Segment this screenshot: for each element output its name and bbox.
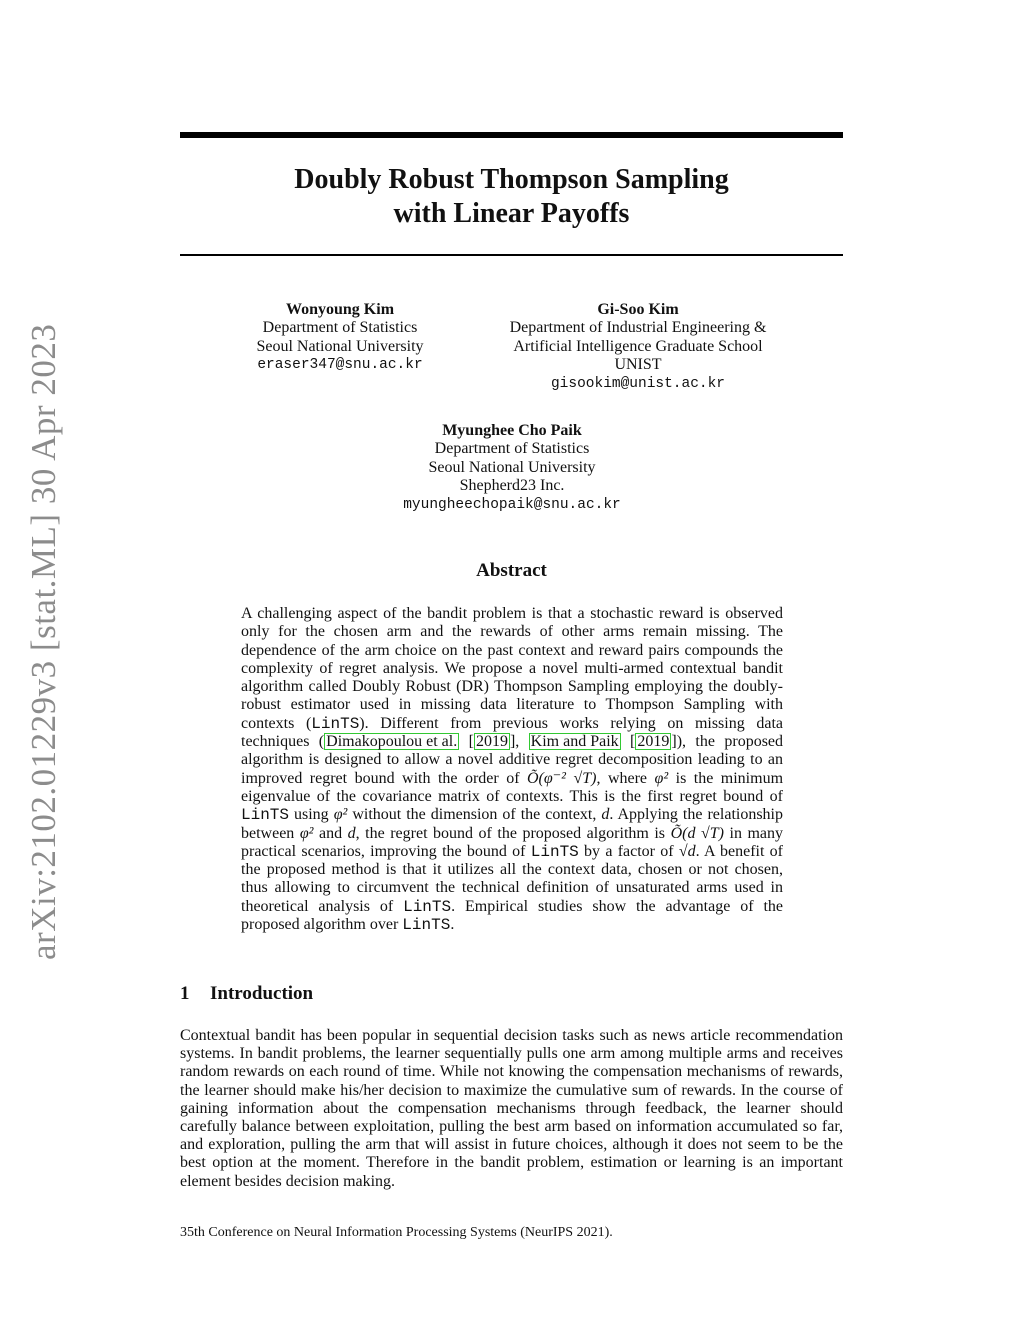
abstract-text: . Applying the relationship between bbox=[241, 806, 784, 842]
author-email[interactable]: eraser347@snu.ac.kr bbox=[257, 357, 423, 374]
author-affiliation: Seoul National University bbox=[428, 458, 596, 476]
conference-footnote: 35th Conference on Neural Information Processing Systems (NeurIPS 2021). bbox=[180, 1225, 613, 1240]
author-name: Myunghee Cho Paik bbox=[442, 422, 582, 439]
math-d: d bbox=[601, 806, 610, 824]
abstract-text: without the dimension of the context, bbox=[347, 806, 602, 824]
title-top-rule bbox=[180, 132, 843, 138]
abstract-text: . A benefit of the proposed method is that it utilizes all the context data, chosen or not chosen, thus allowing to circumvent the technical definition of unsaturated arms used in theoretical analysis of bbox=[241, 842, 784, 915]
citation-separator: , bbox=[515, 733, 529, 751]
arxiv-stamp: arXiv:2102.01229v3 [stat.ML] 30 Apr 2023 bbox=[24, 323, 63, 960]
author-affiliation: Department of Industrial Engineering & bbox=[509, 319, 767, 337]
paper-title bbox=[180, 163, 843, 231]
code-lints: LinTS bbox=[530, 842, 579, 861]
abstract-text: . Empirical studies show the advantage of the proposed algorithm over bbox=[241, 897, 783, 934]
citation-link-dimakopoulou[interactable]: Dimakopoulou et al. bbox=[326, 733, 458, 751]
abstract-text: ). Different from previous works relying on missing data techniques ( bbox=[241, 714, 783, 751]
section-heading-introduction bbox=[180, 983, 313, 1005]
introduction-paragraph: Contextual bandit has been popular in sequential decision tasks such as news article recommendation systems. In bandit problems, the learner sequentially pulls one arm among multiple arms and receives random rewards on each round of time. While not knowing the compensation mechanisms of rewards, the learner should make his/her decision to maximize the cumulative sum of rewards. In the course of gaining information about the compensation mechanisms through feedback, the learner should carefully balance between exploitation, pulling the best arm based on information accumulated so far, and exploration, pulling the arm that will assist in future choices, although it does not seem to be the best option at the moment. Therefore in the bandit problem, estimation or learning is an important element besides decision making. bbox=[180, 1027, 843, 1190]
code-lints: LinTS bbox=[402, 916, 451, 935]
section-number: 1 bbox=[180, 983, 190, 1004]
math-regret-bound: Õ(φ⁻² √T) bbox=[527, 769, 597, 787]
abstract-text: and bbox=[313, 824, 348, 842]
abstract-heading: Abstract bbox=[476, 560, 547, 581]
author-block-kim-gisoo bbox=[488, 301, 788, 393]
abstract-text: , the regret bound of the proposed algorithm is bbox=[355, 824, 671, 842]
citation-year-link[interactable]: 2019 bbox=[475, 733, 508, 751]
abstract-text: , where bbox=[596, 769, 655, 787]
abstract-text: is the minimum eigenvalue of the covariance matrix of contexts. This is the first regret bound of bbox=[241, 769, 784, 805]
title-line-1: Doubly Robust Thompson Sampling bbox=[294, 164, 729, 195]
math-phi-squared: φ² bbox=[654, 769, 669, 787]
code-lints: LinTS bbox=[311, 714, 360, 733]
abstract-text: A challenging aspect of the bandit problem is that a stochastic reward is observed only for the chosen arm and the rewards of other arms remain missing. The dependence of the arm choice on the past context and reward pairs compounds the complexity of regret analysis. We propose a novel multi-armed contextual bandit algorithm called Doubly Robust (DR) Thompson Sampling employing the doubly-robust estimator used in missing data literature to Thompson Sampling with contexts ( bbox=[241, 605, 783, 732]
author-block-paik bbox=[362, 422, 662, 514]
author-name: Gi-Soo Kim bbox=[597, 301, 679, 318]
author-name: Wonyoung Kim bbox=[285, 301, 395, 318]
abstract-text: using bbox=[289, 806, 334, 824]
code-lints: LinTS bbox=[403, 897, 452, 916]
citation-link-kim-paik[interactable]: Kim and Paik bbox=[530, 733, 619, 751]
abstract-text: . bbox=[450, 916, 455, 934]
author-affiliation: Shepherd23 Inc. bbox=[459, 477, 565, 495]
author-affiliation: Department of Statistics bbox=[262, 319, 418, 337]
citation-year-link[interactable]: 2019 bbox=[637, 733, 670, 751]
math-phi-squared: φ² bbox=[299, 824, 314, 842]
title-bottom-rule bbox=[180, 254, 843, 256]
math-regret-bound-d: Õ(d √T) bbox=[670, 824, 724, 842]
abstract-text: by a factor of bbox=[578, 842, 679, 860]
section-title: Introduction bbox=[210, 983, 314, 1004]
author-affiliation: Department of Statistics bbox=[434, 440, 590, 458]
title-line-2: with Linear Payoffs bbox=[393, 198, 630, 229]
author-email[interactable]: gisookim@unist.ac.kr bbox=[550, 375, 726, 392]
math-d: d bbox=[347, 824, 356, 842]
math-phi-squared: φ² bbox=[333, 806, 348, 824]
abstract-body: A challenging aspect of the bandit problem is that a stochastic reward is observed only for the chosen arm and the rewards of other arms remain missing. The dependence of the arm choice on the past context and reward pairs compounds the complexity of regret analysis. We propose a novel multi-armed contextual bandit algorithm called Doubly Robust (DR) Thompson Sampling employing the doubly-robust estimator used in missing data literature to Thompson Sampling with contexts (LinTS). Different from previous works relying on missing data techniques ( Dimakopoulou et al. [ 2019 ], Kim and Paik [ 2019 ]), the proposed algorithm is designed to allow a novel additive regret decomposition leading to an improved regret bound with the order of Õ(φ⁻² √T), where φ² is the minimum eigenvalue of the covariance matrix of contexts. This is the first regret bound of LinTS using φ² without the dimension of the context, d. Applying the relationship between φ² and d, the regret bound of the proposed algorithm is Õ(d √T) in many practical scenarios, improving the bound of LinTS by a factor of √d. A benefit of the proposed method is that it utilizes all the context data, chosen or not chosen, thus allowing to circumvent the technical definition of unsaturated arms used in theoretical analysis of LinTS. Empirical studies show the advantage of the proposed algorithm over LinTS. bbox=[241, 605, 784, 935]
abstract-text: in many practical scenarios, improving the bound of bbox=[241, 824, 784, 860]
author-block-kim-wonyoung bbox=[230, 301, 450, 375]
math-sqrt-d: √d bbox=[678, 842, 696, 860]
code-lints: LinTS bbox=[241, 806, 290, 825]
author-email[interactable]: myungheechopaik@snu.ac.kr bbox=[403, 496, 621, 513]
author-affiliation: Artificial Intelligence Graduate School bbox=[513, 337, 763, 355]
author-affiliation: Seoul National University bbox=[256, 337, 424, 355]
abstract-text: ), the proposed algorithm is designed to allow a novel additive regret decomposition leading to an improved regret bound with the order of bbox=[241, 733, 784, 787]
author-affiliation: UNIST bbox=[614, 356, 662, 374]
